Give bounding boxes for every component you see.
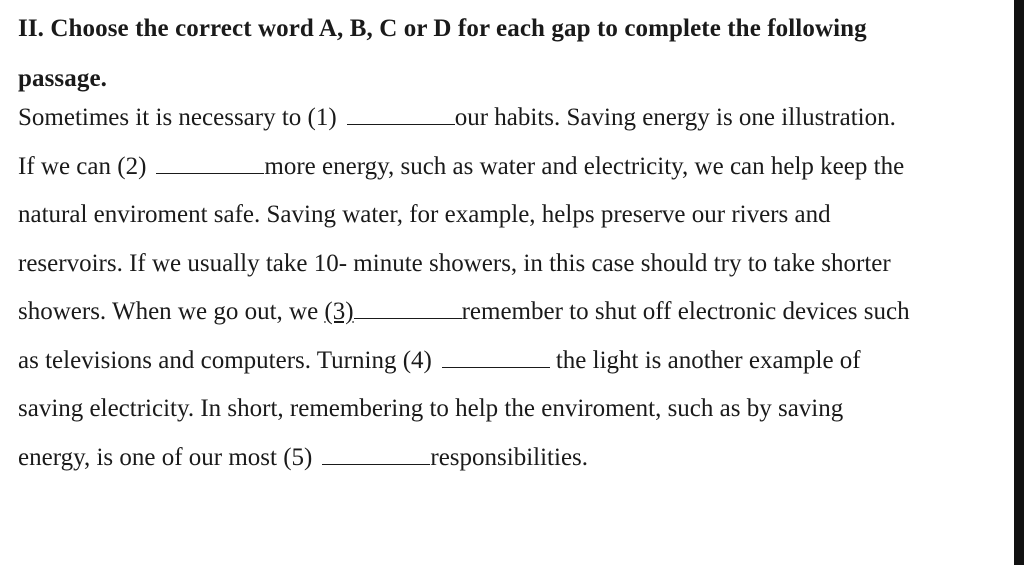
passage-line-3: natural enviroment safe. Saving water, for example, helps preserve our rivers and	[18, 201, 831, 228]
passage-line-2	[18, 143, 1008, 192]
passage-line-5-end: remember to shut off electronic devices such	[461, 298, 910, 325]
heading-line-1: II. Choose the correct word A, B, C or D for each gap to complete the following	[18, 15, 867, 42]
passage-line-7: saving electricity. In short, remembering to help the enviroment, such as by saving	[18, 395, 844, 422]
passage-line-1	[18, 94, 1008, 143]
passage-text	[18, 94, 1008, 482]
passage-line-2-start: If we can (2)	[18, 152, 147, 180]
passage-line-5-start: showers. When we go out, we	[18, 298, 325, 325]
passage-line-8-start: energy, is one of our most (5)	[18, 443, 313, 471]
passage-line-8-end: responsibilities.	[430, 443, 589, 471]
passage-line-6	[18, 337, 1008, 386]
gap-1-blank	[347, 106, 455, 125]
gap-2-blank	[156, 155, 264, 174]
passage-line-8	[18, 434, 1008, 483]
gap-5-blank	[322, 446, 430, 465]
exercise-heading	[18, 4, 998, 104]
passage-line-4: reservoirs. If we usually take 10- minute showers, in this case should try to take shorter	[18, 249, 891, 277]
passage-line-2-end: more energy, such as water and electricity, we can help keep the	[264, 152, 905, 180]
passage-line-1-start: Sometimes it is necessary to (1)	[18, 104, 337, 131]
gap-3-blank	[354, 300, 462, 319]
passage-line-5	[18, 288, 1008, 337]
passage-line-6-start: as televisions and computers. Turning (4)	[18, 346, 432, 374]
gap-4-blank	[442, 349, 550, 368]
right-edge-border	[1014, 0, 1024, 565]
heading-line-2: passage.	[18, 65, 108, 92]
passage-line-6-end: the light is another example of	[555, 346, 861, 374]
passage-line-1-end: our habits. Saving energy is one illustration.	[454, 104, 896, 131]
gap-3-number: (3)	[324, 298, 354, 325]
